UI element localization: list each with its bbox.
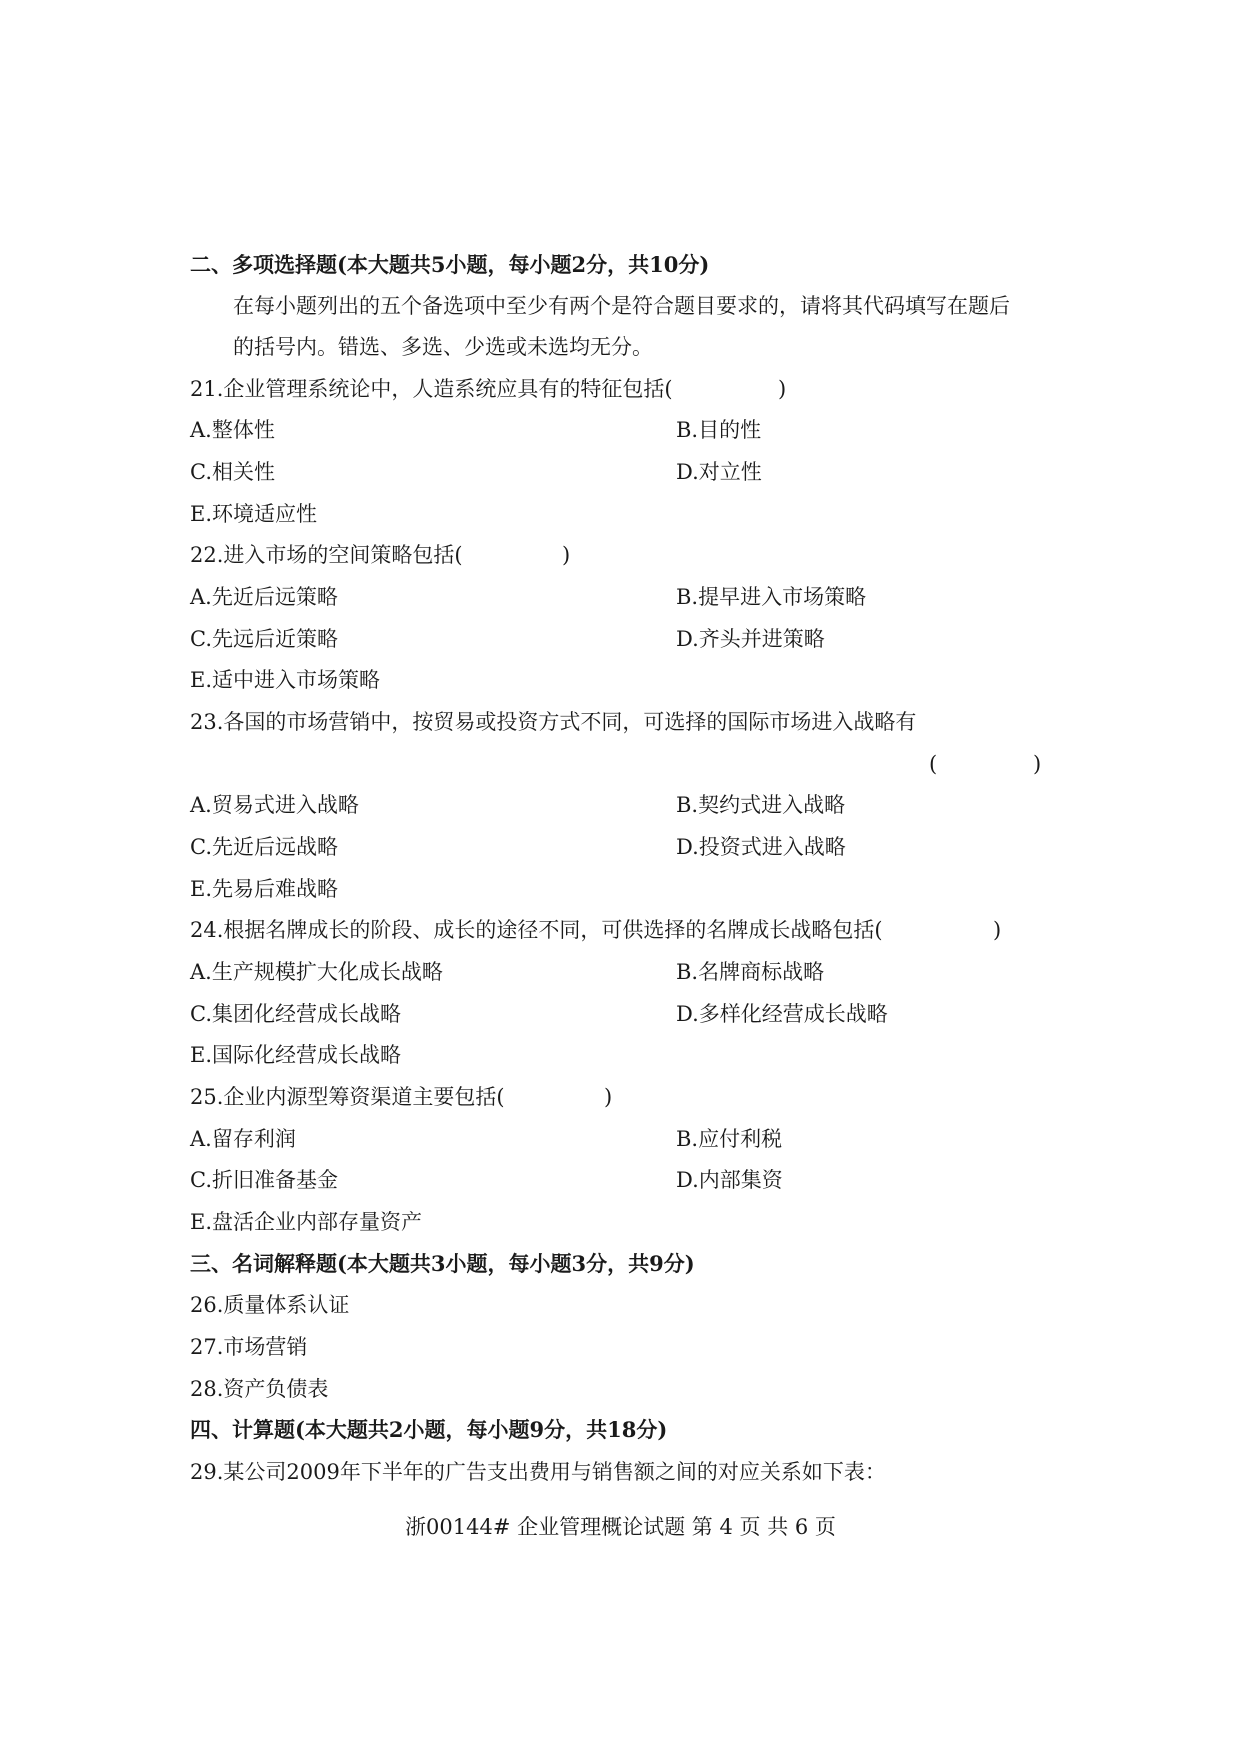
section-2-heading: 二、多项选择题(本大题共5小题，每小题2分，共10分) bbox=[190, 252, 710, 277]
question-23-close-paren: ) bbox=[1033, 752, 1042, 776]
question-23-option-c: C.先近后远战略 bbox=[190, 835, 338, 859]
question-25-option-e: E.盘活企业内部存量资产 bbox=[190, 1210, 423, 1234]
section-4-heading: 四、计算题(本大题共2小题，每小题9分，共18分) bbox=[190, 1417, 668, 1442]
question-23-option-b: B.契约式进入战略 bbox=[676, 793, 846, 817]
question-24-option-e: E.国际化经营成长战略 bbox=[190, 1043, 402, 1067]
question-25-option-a: A.留存利润 bbox=[190, 1127, 296, 1151]
question-21-option-a: A.整体性 bbox=[190, 418, 275, 442]
question-25-close-paren: ) bbox=[604, 1085, 613, 1109]
question-23-option-e: E.先易后难战略 bbox=[190, 877, 339, 901]
question-29: 29.某公司2009年下半年的广告支出费用与销售额之间的对应关系如下表： bbox=[190, 1460, 886, 1484]
question-22-option-b: B.提早进入市场策略 bbox=[676, 585, 867, 609]
question-22-option-a: A.先近后远策略 bbox=[190, 585, 338, 609]
question-23-option-a: A.贸易式进入战略 bbox=[190, 793, 359, 817]
question-22-option-d: D.齐头并进策略 bbox=[676, 627, 825, 651]
question-22-option-e: E.适中进入市场策略 bbox=[190, 668, 381, 692]
question-23-open-paren: ( bbox=[929, 752, 938, 776]
section-2-instruction-line-2: 的括号内。错选、多选、少选或未选均无分。 bbox=[233, 335, 653, 359]
question-26: 26.质量体系认证 bbox=[190, 1293, 350, 1317]
section-3-heading: 三、名词解释题(本大题共3小题，每小题3分，共9分) bbox=[190, 1251, 695, 1276]
question-25-option-b: B.应付利税 bbox=[676, 1127, 783, 1151]
question-25-option-c: C.折旧准备基金 bbox=[190, 1168, 338, 1192]
question-24-option-a: A.生产规模扩大化成长战略 bbox=[190, 960, 443, 984]
question-22-stem: 22.进入市场的空间策略包括( bbox=[190, 543, 463, 567]
question-24-option-b: B.名牌商标战略 bbox=[676, 960, 825, 984]
section-2-instruction-line-1: 在每小题列出的五个备选项中至少有两个是符合题目要求的，请将其代码填写在题后 bbox=[233, 294, 1010, 318]
question-22-option-c: C.先远后近策略 bbox=[190, 627, 338, 651]
question-24-stem: 24.根据名牌成长的阶段、成长的途径不同，可供选择的名牌成长战略包括( bbox=[190, 918, 883, 942]
question-24-option-c: C.集团化经营成长战略 bbox=[190, 1002, 401, 1026]
question-21-option-c: C.相关性 bbox=[190, 460, 275, 484]
question-23-option-d: D.投资式进入战略 bbox=[676, 835, 846, 859]
question-21-stem: 21.企业管理系统论中，人造系统应具有的特征包括( bbox=[190, 377, 673, 401]
question-28: 28.资产负债表 bbox=[190, 1377, 329, 1401]
question-21-option-b: B.目的性 bbox=[676, 418, 762, 442]
question-25-stem: 25.企业内源型筹资渠道主要包括( bbox=[190, 1085, 505, 1109]
question-24-option-d: D.多样化经营成长战略 bbox=[676, 1002, 888, 1026]
question-24-close-paren: ) bbox=[993, 918, 1002, 942]
page-footer: 浙00144# 企业管理概论试题 第 4 页 共 6 页 bbox=[405, 1515, 836, 1539]
question-21-option-e: E.环境适应性 bbox=[190, 502, 318, 526]
question-21-option-d: D.对立性 bbox=[676, 460, 762, 484]
question-22-close-paren: ) bbox=[562, 543, 571, 567]
question-23-stem: 23.各国的市场营销中，按贸易或投资方式不同，可选择的国际市场进入战略有 bbox=[190, 710, 917, 734]
question-21-close-paren: ) bbox=[778, 377, 787, 401]
question-27: 27.市场营销 bbox=[190, 1335, 308, 1359]
question-25-option-d: D.内部集资 bbox=[676, 1168, 783, 1192]
